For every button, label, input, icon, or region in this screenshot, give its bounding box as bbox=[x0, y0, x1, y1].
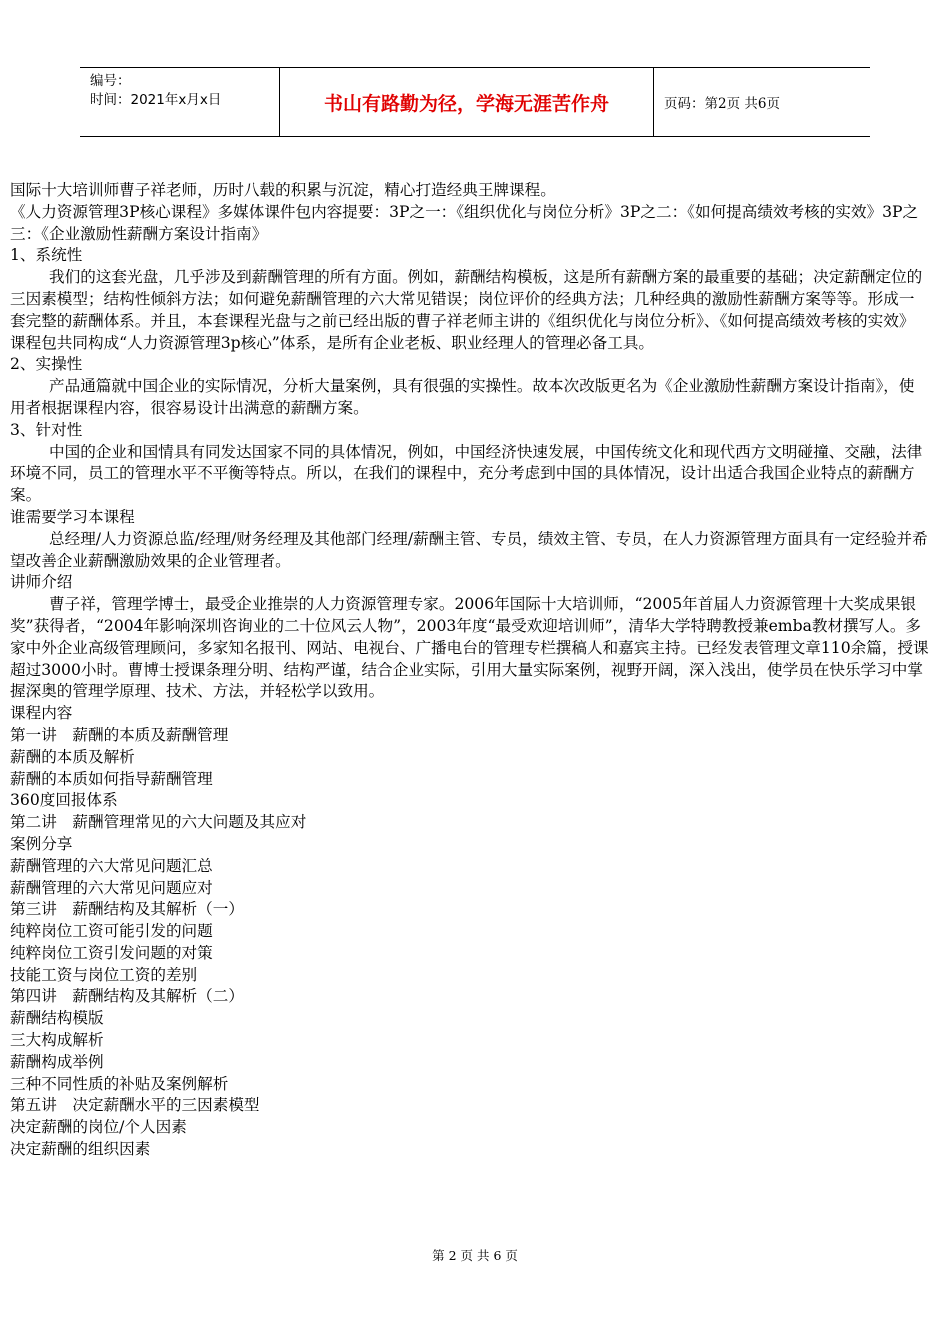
document-body bbox=[10, 180, 930, 1161]
page-footer: 第 2 页 共 6 页 bbox=[432, 1248, 518, 1263]
heading-line: 纯粹岗位工资可能引发的问题 bbox=[10, 922, 213, 941]
heading-line: 决定薪酬的岗位/个人因素 bbox=[10, 1118, 187, 1137]
heading-line: 薪酬构成举例 bbox=[10, 1052, 104, 1071]
body-paragraph: 我们的这套光盘，几乎涉及到薪酬管理的所有方面。例如，薪酬结构模板，这是所有薪酬方案的最重要的基础；决定薪酬定位的三因素模型；结构性倾斜方法；如何避免薪酬管理的六大常见错误；岗位评价的经典方法；几种经典的激励性薪酬方案等等。形成一套完整的薪酬体系。并且，本套课程光盘与之前已经出版的曹子祥老师主讲的《组织优化与岗位分析》、《如何提高绩效考核的实效》课程包共同构成“人力资源管理3p核心”体系，是所有企业老板、职业经理人的管理必备工具。 bbox=[10, 268, 923, 352]
heading-line: 360度回报体系 bbox=[10, 791, 118, 810]
heading-line: 技能工资与岗位工资的差别 bbox=[10, 965, 198, 984]
heading-line: 课程内容 bbox=[10, 704, 73, 723]
heading-line: 3、针对性 bbox=[10, 420, 83, 439]
heading-line: 薪酬管理的六大常见问题应对 bbox=[10, 878, 213, 897]
heading-line: 薪酬的本质及解析 bbox=[10, 747, 135, 766]
header-page-number: 页码：第2页 共6页 bbox=[664, 96, 780, 112]
body-paragraph: 总经理/人力资源总监/经理/财务经理及其他部门经理/薪酬主管、专员，绩效主管、专员，在人力资源管理方面具有一定经验并希望改善企业薪酬激励效果的企业管理者。 bbox=[10, 529, 928, 570]
heading-line: 案例分享 bbox=[10, 834, 73, 853]
body-paragraph: 中国的企业和国情具有同发达国家不同的具体情况，例如，中国经济快速发展，中国传统文化和现代西方文明碰撞、交融，法律环境不同，员工的管理水平不平衡等特点。所以，在我们的课程中，充分考虑到中国的具体情况，设计出适合我国企业特点的薪酬方案。 bbox=[10, 442, 923, 505]
heading-line: 第三讲 薪酬结构及其解析（一） bbox=[10, 900, 244, 919]
heading-line: 2、实操性 bbox=[10, 355, 83, 374]
heading-line: 第一讲 薪酬的本质及薪酬管理 bbox=[10, 725, 229, 744]
heading-line: 决定薪酬的组织因素 bbox=[10, 1140, 151, 1159]
heading-line: 薪酬的本质如何指导薪酬管理 bbox=[10, 769, 213, 788]
heading-line: 《人力资源管理3P核心课程》多媒体课件包内容提要：3P之一：《组织优化与岗位分析》3P之二：《如何提高绩效考核的实效》3P之三：《企业激励性薪酬方案设计指南》 bbox=[10, 202, 919, 243]
heading-line: 薪酬结构模版 bbox=[10, 1009, 104, 1028]
page-header bbox=[80, 67, 870, 137]
heading-line: 第二讲 薪酬管理常见的六大问题及其应对 bbox=[10, 813, 307, 832]
heading-line: 讲师介绍 bbox=[10, 573, 73, 592]
document-number-label: 编号： bbox=[90, 73, 131, 89]
body-paragraph: 产品通篇就中国企业的实际情况，分析大量案例，具有很强的实操性。故本次改版更名为《企业激励性薪酬方案设计指南》，使用者根据课程内容，很容易设计出满意的薪酬方案。 bbox=[10, 377, 915, 417]
body-paragraph: 曹子祥，管理学博士，最受企业推崇的人力资源管理专家。2006年国际十大培训师，“2005年首届人力资源管理十大奖成果银奖”获得者，“2004年影响深圳咨询业的二十位风云人物”，2003年度“最受欢迎培训师”，清华大学特聘教授兼emba教材撰写人。多家中外企业高级管理顾问，多家知名报刊、网站、电视台、广播电台的管理专栏撰稿人和嘉宾主持。已经发表管理文章110余篇，授课超过3000小时。曹博士授课条理分明、结构严谨，结合企业实际，引用大量实际案例，视野开阔，深入浅出，使学员在快乐学习中掌握深奥的管理学原理、技术、方法，并轻松学以致用。 bbox=[10, 595, 929, 701]
heading-line: 薪酬管理的六大常见问题汇总 bbox=[10, 856, 213, 875]
header-meta bbox=[80, 68, 280, 136]
document-date-label: 时间：2021年x月x日 bbox=[90, 92, 222, 108]
header-motto: 书山有路勤为径，学海无涯苦作舟 bbox=[280, 68, 654, 136]
heading-line: 1、系统性 bbox=[10, 246, 83, 265]
heading-line: 第四讲 薪酬结构及其解析（二） bbox=[10, 987, 244, 1006]
heading-line: 三大构成解析 bbox=[10, 1031, 104, 1050]
heading-line: 三种不同性质的补贴及案例解析 bbox=[10, 1074, 229, 1093]
heading-line: 谁需要学习本课程 bbox=[10, 507, 135, 526]
heading-line: 国际十大培训师曹子祥老师，历时八载的积累与沉淀，精心打造经典王牌课程。 bbox=[10, 181, 556, 199]
heading-line: 第五讲 决定薪酬水平的三因素模型 bbox=[10, 1096, 260, 1115]
heading-line: 纯粹岗位工资引发问题的对策 bbox=[10, 943, 213, 962]
